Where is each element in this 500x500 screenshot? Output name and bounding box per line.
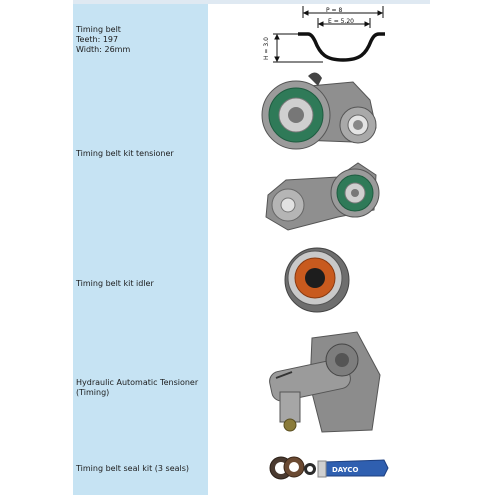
hydraulic-tensioner-label bbox=[76, 378, 206, 398]
idler-label bbox=[76, 279, 206, 289]
timing-belt-teeth: Teeth: 197 bbox=[76, 35, 119, 44]
timing-belt-label bbox=[76, 25, 206, 55]
seal-kit-image bbox=[266, 450, 391, 485]
seal-kit-label bbox=[76, 464, 206, 474]
description-column bbox=[73, 4, 208, 495]
tensioner-kit-title: Timing belt kit tensioner bbox=[76, 149, 174, 158]
hydraulic-tensioner-image bbox=[262, 330, 382, 435]
hydraulic-tensioner-title: Hydraulic Automatic Tensioner bbox=[76, 378, 199, 387]
timing-belt-title: Timing belt bbox=[76, 25, 121, 34]
hydraulic-tensioner-subtitle: (Timing) bbox=[76, 388, 110, 397]
tensioner-bracket-image bbox=[258, 155, 383, 235]
seal-kit-title: Timing belt seal kit (3 seals) bbox=[76, 464, 190, 473]
h-label: H = 3.0 bbox=[263, 37, 270, 60]
tube-brand-text: DAYCO bbox=[332, 466, 359, 474]
tensioner-pulley-image bbox=[258, 70, 383, 155]
timing-belt-width: Width: 26mm bbox=[76, 45, 131, 54]
pitch-label: P = 8 bbox=[326, 7, 343, 14]
idler-pulley-image bbox=[281, 242, 356, 317]
belt-profile-diagram bbox=[258, 4, 388, 70]
idler-title: Timing belt kit idler bbox=[76, 279, 154, 288]
tensioner-kit-label bbox=[76, 149, 206, 159]
e-label: E = 5.20 bbox=[328, 18, 354, 25]
